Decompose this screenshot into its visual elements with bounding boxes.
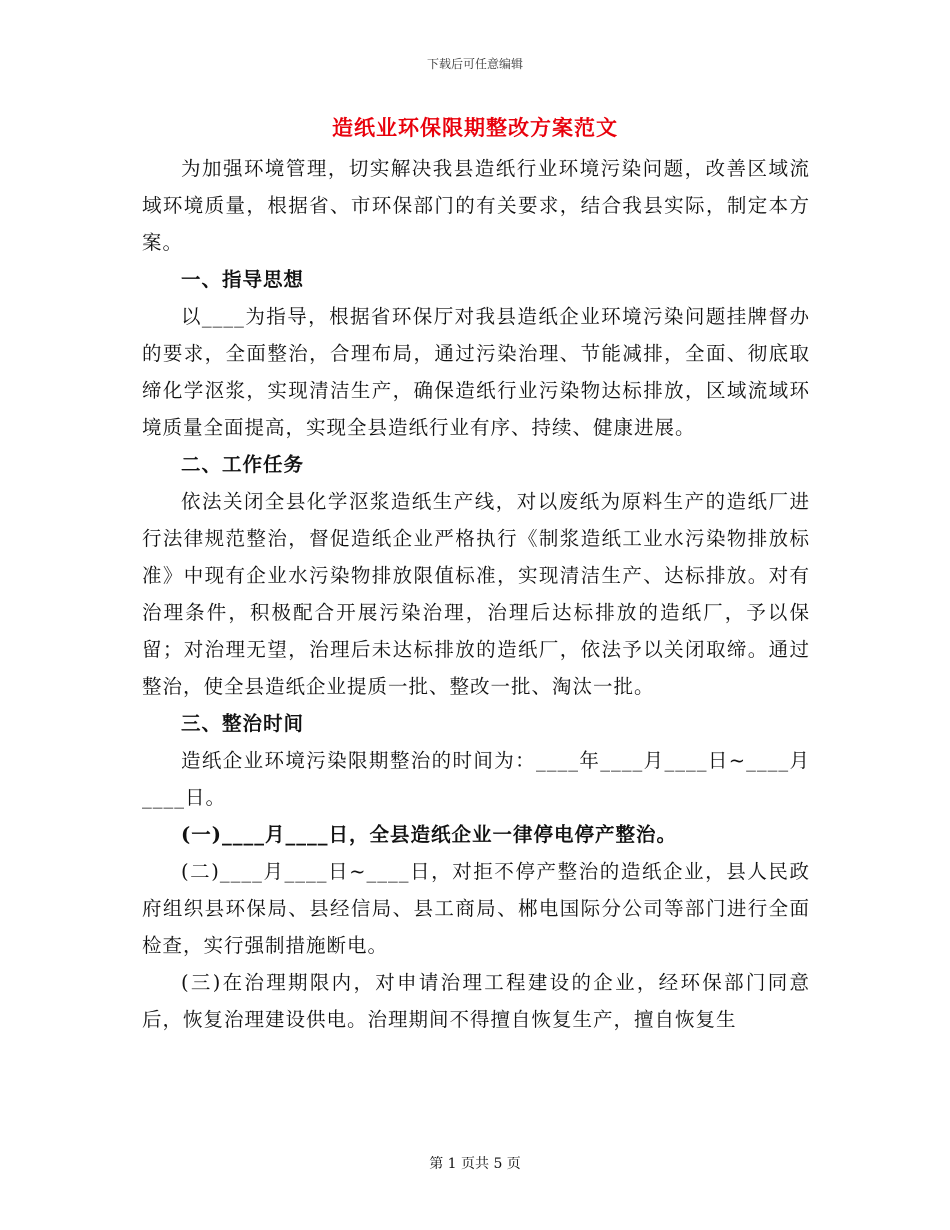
document-body [142,150,810,1038]
section-rectification-time-text: 造纸企业环境污染限期整治的时间为：____年____月____日~____月____日。 [142,749,810,809]
list-item-1: (一)____月____日，全县造纸企业一律停电停产整治。 [181,823,677,846]
section-work-tasks-text: 依法关闭全县化学沤浆造纸生产线，对以废纸为原料生产的造纸厂进行法律规范整治，督促造纸企业严格执行《制浆造纸工业水污染物排放标准》中现有企业水污染物排放限值标准，实现清洁生产、达标排放。对有治理条件，积极配合开展污染治理，治理后达标排放的造纸厂，予以保留；对治理无望，治理后未达标排放的造纸厂，依法予以关闭取缔。通过整治，使全县造纸企业提质一批、整改一批、淘汰一批。 [142,490,810,698]
section-heading-guiding-ideology: 一、指导思想 [181,268,305,291]
page-number: 第 1 页共 5 页 [429,1156,521,1172]
document-title: 造纸业环保限期整改方案范文 [332,115,618,140]
section-heading-rectification-time: 三、整治时间 [181,712,305,735]
list-item-3: (三)在治理期限内，对申请治理工程建设的企业，经环保部门同意后，恢复治理建设供电。治理期间不得擅自恢复生产，擅自恢复生 [142,971,810,1031]
section-guiding-ideology-text: 以____为指导，根据省环保厅对我县造纸企业环境污染问题挂牌督办的要求，全面整治，合理布局，通过污染治理、节能减排，全面、彻底取缔化学沤浆，实现清洁生产，确保造纸行业污染物达标排放，区域流域环境质量全面提高，实现全县造纸行业有序、持续、健康进展。 [142,305,810,439]
intro-paragraph: 为加强环境管理，切实解决我县造纸行业环境污染问题，改善区域流域环境质量，根据省、市环保部门的有关要求，结合我县实际，制定本方案。 [142,157,810,254]
section-heading-work-tasks: 二、工作任务 [181,453,305,476]
list-item-2: (二)____月____日~____日，对拒不停产整治的造纸企业，县人民政府组织县环保局、县经信局、县工商局、郴电国际分公司等部门进行全面检查，实行强制措施断电。 [142,860,810,957]
page-header-note: 下载后可任意编辑 [426,57,523,71]
